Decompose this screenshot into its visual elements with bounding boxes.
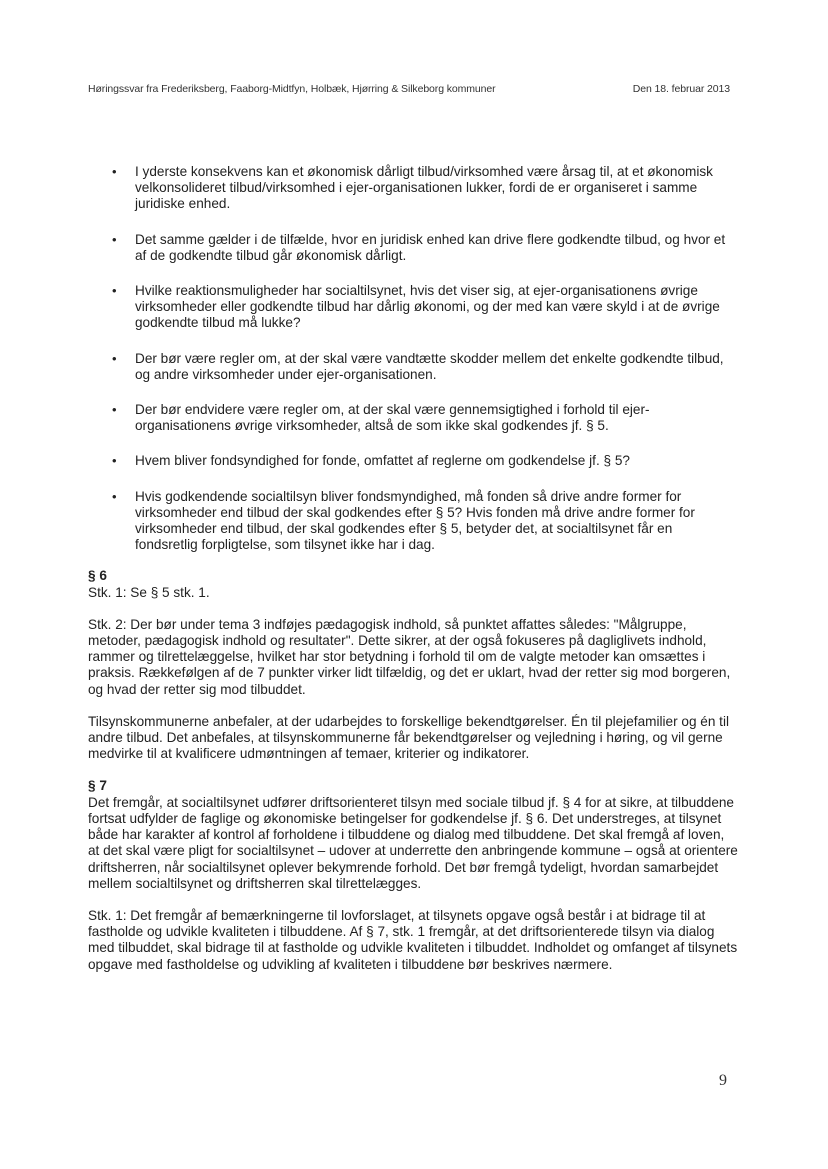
bullet-icon: •: [112, 283, 117, 299]
section-6-stk1: Stk. 1: Se § 5 stk. 1.: [88, 584, 210, 600]
page-number: 9: [719, 1072, 727, 1089]
list-item-text: Der bør endvidere være regler om, at der skal være gennemsigtighed i forhold til ejer-organisationens øvrige virksomheder, altså de som ikke skal godkendes jf. § 5.: [135, 402, 650, 434]
section-6-heading: § 6: [88, 568, 107, 584]
list-item: [88, 489, 738, 554]
list-item-text: Hvem bliver fondsyndighed for fonde, omfattet af reglerne om godkendelse jf. § 5?: [135, 453, 630, 469]
bullet-icon: •: [112, 402, 117, 418]
bullet-icon: •: [112, 453, 117, 469]
header-date: Den 18. februar 2013: [632, 83, 730, 95]
document-body: [88, 164, 738, 973]
header-title: Høringssvar fra Frederiksberg, Faaborg-Midtfyn, Holbæk, Hjørring & Silkeborg kommuner: [88, 83, 496, 95]
section-6-paragraph: Tilsynskommunerne anbefaler, at der udarbejdes to forskellige bekendtgørelser. Én til plejefamilier og én til andre tilbud. Det anbefales, at tilsynskommunerne får bekendtgørelser og vejledning i høring, og vil gerne medvirke til at kvalificere udmøntningen af temaer, kriterier og indikatorer.: [88, 713, 730, 762]
list-item-text: Der bør være regler om, at der skal være vandtætte skodder mellem det enkelte godkendte tilbud, og andre virksomheder under ejer-organisationen.: [135, 350, 724, 382]
section-7: [88, 778, 738, 972]
list-item: [88, 351, 738, 383]
section-7-heading: § 7: [88, 778, 107, 794]
section-7-paragraph: Det fremgår, at socialtilsynet udfører driftsorienteret tilsyn med sociale tilbud jf. § 4 for at sikre, at tilbuddene fortsat udfylder de faglige og økonomiske betingelser for godkendelse jf. § 6. Det understreges, at tilsynet både har karakter af kontrol af forholdene i tilbuddene og dialog med tilbuddene. Det skal fremgå af loven, at det skal være pligt for socialtilsynet – udover at underrette den anbringende kommune – også at orientere driftsherren, når socialtilsynet oplever bekymrende forhold. Det bør fremgå tydeligt, hvordan samarbejdet mellem socialtilsynet og driftsherren skal tilrettelægges.: [88, 794, 738, 891]
list-item: [88, 164, 738, 213]
section-6-stk2: Stk. 2: Der bør under tema 3 indføjes pædagogisk indhold, så punktet affattes således: "Målgruppe, metoder, pædagogisk indhold og resultater". Dette sikrer, at der også fokuseres på dagliglivets indhold, rammer og tilrettelæggelse, hvilket har stor betydning i forhold til om de valgte metoder kan omsættes i praksis. Rækkefølgen af de 7 punkter virker lidt tilfældig, og det er uklart, hvad der retter sig mod borgeren, og hvad der retter sig mod tilbuddet.: [88, 616, 731, 697]
section-6: [88, 568, 738, 762]
list-item-text: I yderste konsekvens kan et økonomisk dårligt tilbud/virksomhed være årsag til, at et økonomisk velkonsolideret tilbud/virksomhed i ejer-organisationen lukker, fordi de er organiseret i samme juridiske enhed.: [135, 164, 713, 212]
bullet-icon: •: [112, 488, 117, 504]
list-item-text: Hvilke reaktionsmuligheder har socialtilsynet, hvis det viser sig, at ejer-organisationens øvrige virksomheder eller godkendte tilbud har dårlig økonomi, og der med kan være skyld i at de øvrige godkendte tilbud må lukke?: [135, 283, 720, 331]
list-item: [88, 402, 738, 434]
page-header: [88, 83, 730, 95]
section-7-stk1: Stk. 1: Det fremgår af bemærkningerne til lovforslaget, at tilsynets opgave også består i at bidrage til at fastholde og udvikle kvaliteten i tilbuddene. Af § 7, stk. 1 fremgår, at det driftsorienterede tilsyn via dialog med tilbuddet, skal bidrage til at fastholde og udvikle kvaliteten i tilbuddet. Indholdet og omfanget af tilsynets opgave med fastholdelse og udvikling af kvaliteten i tilbuddene bør beskrives nærmere.: [88, 907, 738, 972]
bullet-icon: •: [112, 231, 117, 247]
bullet-icon: •: [112, 350, 117, 366]
list-item-text: Det samme gælder i de tilfælde, hvor en juridisk enhed kan drive flere godkendte tilbud, og hvor et af de godkendte tilbud går økonomisk dårligt.: [135, 231, 726, 263]
list-item: [88, 453, 738, 469]
list-item-text: Hvis godkendende socialtilsyn bliver fondsmyndighed, må fonden så drive andre former for virksomheder end tilbud der skal godkendes efter § 5? Hvis fonden må drive andre former for virksomheder end tilbud, der skal godkendes efter § 5, betyder det, at socialtilsynet får en fondsretlig forpligtelse, som tilsynet ikke har i dag.: [135, 488, 695, 553]
list-item: [88, 283, 738, 332]
bullet-icon: •: [112, 164, 117, 179]
bullet-list: [88, 164, 738, 553]
list-item: [88, 232, 738, 264]
